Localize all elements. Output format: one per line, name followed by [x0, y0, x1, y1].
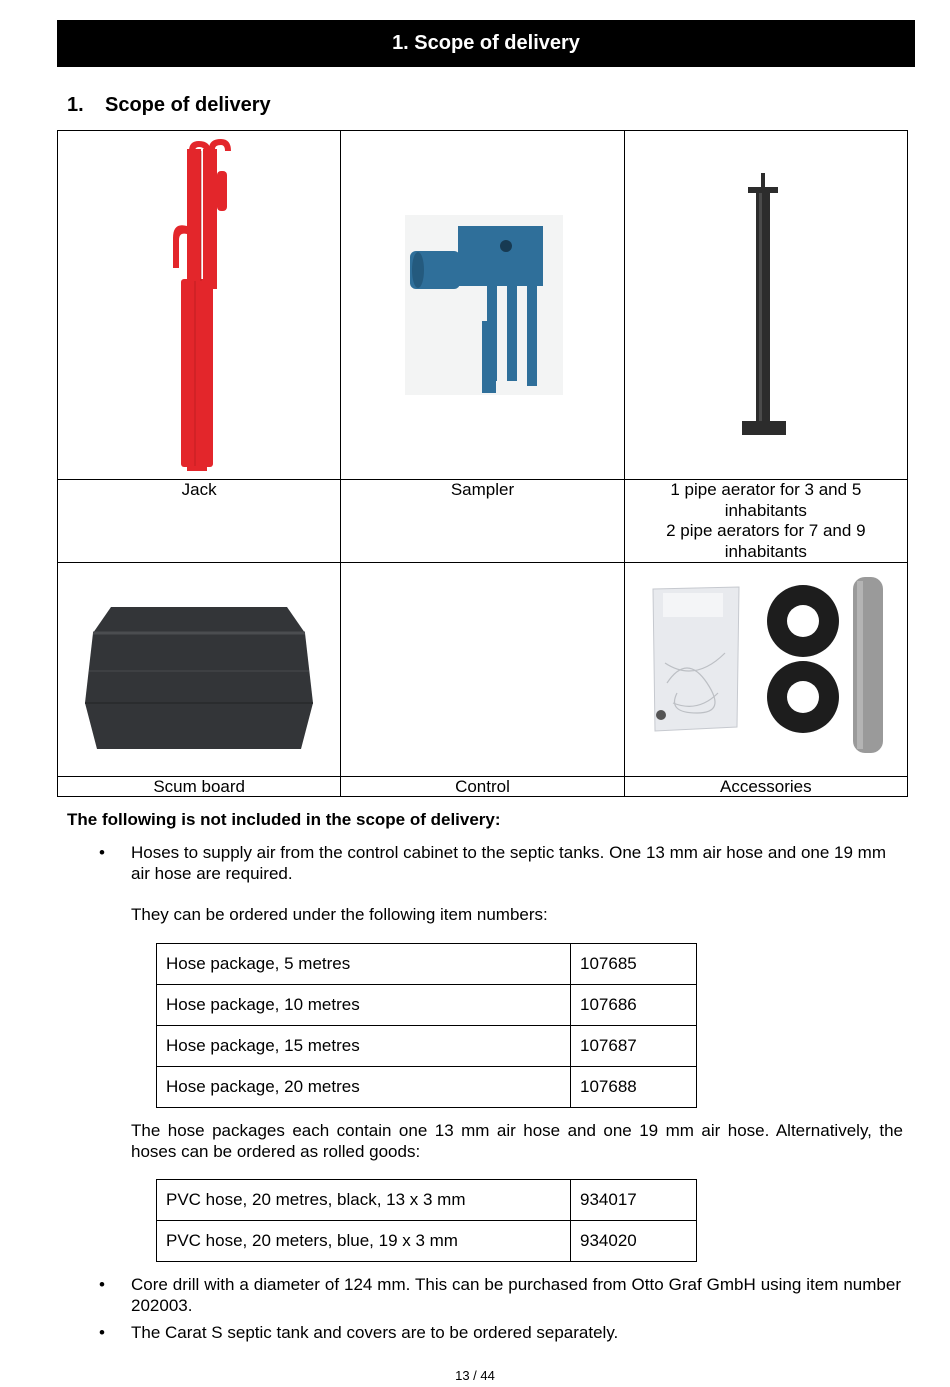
septic-tank-bullet-text: The Carat S septic tank and covers are to be ordered separately. [131, 1323, 619, 1342]
caption-line: Sampler [450, 480, 515, 499]
caption-line: Jack [181, 480, 217, 499]
scum-board-caption: Scum board [58, 777, 341, 797]
pipe-aerator-image [706, 131, 826, 476]
section-banner [57, 20, 915, 67]
hose-package-table [156, 943, 697, 1108]
table-row [157, 985, 697, 1026]
item-name: Hose package, 15 metres [157, 1026, 571, 1067]
scum-board-image [69, 563, 329, 773]
table-row [157, 1026, 697, 1067]
not-included-heading: The following is not included in the scope of delivery: [67, 810, 501, 829]
item-number: 107687 [571, 1026, 697, 1067]
table-row [157, 1067, 697, 1108]
caption-line: 2 pipe aerators for 7 and 9 [666, 521, 866, 540]
item-number: 107685 [571, 944, 697, 985]
sampler-cell [341, 131, 624, 480]
caption-line: 1 pipe aerator for 3 and 5 [670, 480, 862, 499]
accessories-image [633, 563, 898, 773]
control-cell [341, 563, 624, 777]
item-name: PVC hose, 20 metres, black, 13 x 3 mm [157, 1180, 571, 1221]
bullet-dot: • [99, 843, 105, 862]
accessories-cell [624, 563, 907, 777]
caption-line: inhabitants [724, 500, 807, 520]
bullet-dot: • [99, 1275, 105, 1294]
item-name: PVC hose, 20 meters, blue, 19 x 3 mm [157, 1221, 571, 1262]
jack-image [139, 131, 259, 476]
sampler-caption [341, 480, 624, 563]
page-number: 13 / 44 [455, 1368, 495, 1383]
jack-caption [58, 480, 341, 563]
item-name: Hose package, 10 metres [157, 985, 571, 1026]
pipe-aerator-cell [624, 131, 907, 480]
item-name: Hose package, 5 metres [157, 944, 571, 985]
rolled-goods-table [156, 1179, 697, 1262]
rolled-goods-intro: The hose packages each contain one 13 mm air hose and one 19 mm air hose. Alternatively, the hoses can be ordered as rolled goods: [131, 1121, 903, 1161]
hoses-bullet-text: Hoses to supply air from the control cabinet to the septic tanks. One 13 mm air hose and one 19 mm air hose are required. [131, 843, 886, 883]
item-number: 107686 [571, 985, 697, 1026]
table-row [157, 1221, 697, 1262]
accessories-caption: Accessories [624, 777, 907, 797]
section-heading [67, 94, 271, 117]
item-number: 107688 [571, 1067, 697, 1108]
item-number: 934017 [571, 1180, 697, 1221]
jack-cell [58, 131, 341, 480]
order-intro: They can be ordered under the following item numbers: [131, 905, 548, 924]
item-number: 934020 [571, 1221, 697, 1262]
heading-number: 1. [67, 94, 84, 116]
table-row [157, 944, 697, 985]
pipe-aerator-caption [624, 480, 907, 563]
sampler-image [400, 131, 565, 476]
caption-line: inhabitants [724, 541, 807, 561]
scum-board-cell [58, 563, 341, 777]
item-name: Hose package, 20 metres [157, 1067, 571, 1108]
heading-title: Scope of delivery [105, 94, 271, 116]
banner-title: 1. Scope of delivery [392, 32, 580, 54]
core-drill-bullet-text: Core drill with a diameter of 124 mm. This can be purchased from Otto Graf GmbH using item number 202003. [131, 1275, 901, 1315]
control-image-empty [341, 563, 623, 773]
control-caption: Control [341, 777, 624, 797]
bullet-dot: • [99, 1323, 105, 1342]
table-row [157, 1180, 697, 1221]
scope-table [57, 130, 908, 797]
